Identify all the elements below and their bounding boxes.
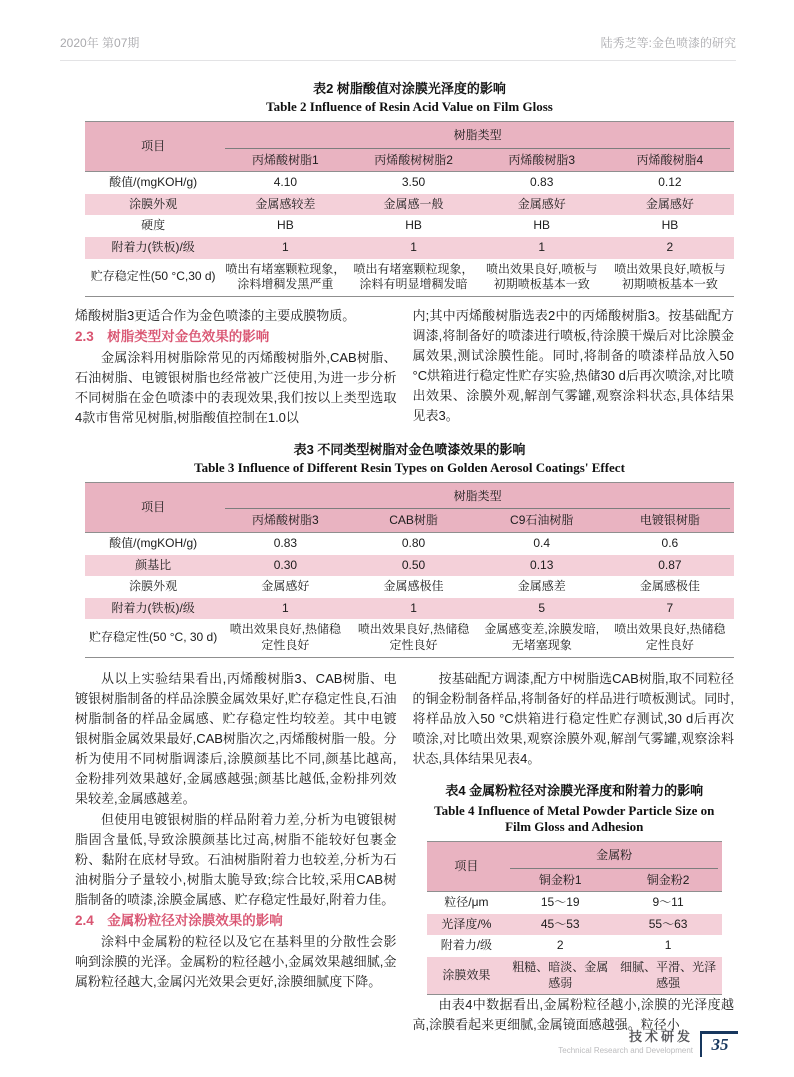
table-row bbox=[85, 259, 734, 297]
left-column bbox=[75, 306, 397, 429]
paragraph: 烯酸树脂3更适合作为金色喷漆的主要成膜物质。 bbox=[75, 307, 356, 323]
table-row bbox=[85, 532, 734, 554]
paragraph: 从以上实验结果看出,丙烯酸树脂3、CAB树脂、电镀银树脂制备的样品涂膜金属效果好,贮存稳定性良,石油树脂制备的样品金属感、贮存稳定性均较差。其中电镀银树脂金属效果最好,CAB树脂次之,丙烯酸树脂一般。分析为使用不同树脂调漆后,涂膜颜基比不同,颜基比越高,金粉排列效果越好,金属感越强;颜基比越低,金粉排列效果较差,金属感越差。 bbox=[75, 670, 397, 806]
column-group-header: 金属粉 bbox=[506, 842, 722, 872]
table2-title-cn: 表2 树脂酸值对涂膜光泽度的影响 bbox=[313, 81, 506, 96]
table-row bbox=[85, 194, 734, 216]
table-cell: 喷出效果良好,热储稳定性良好 bbox=[614, 622, 726, 652]
table-row bbox=[85, 598, 734, 620]
table-row bbox=[85, 576, 734, 598]
table-cell: 1 bbox=[282, 239, 289, 254]
table-row bbox=[427, 935, 723, 957]
row-label: 光泽度/% bbox=[441, 916, 492, 931]
column-header-item: 项目 bbox=[85, 122, 221, 172]
footer-section-en: Technical Research and Development bbox=[558, 1046, 693, 1055]
column-header: 丙烯酸树树脂2 bbox=[349, 152, 477, 172]
paragraph: 按基础配方调漆,配方中树脂选CAB树脂,取不同粒径的铜金粉制备样品,将制备好的样品进行喷板测试。同时,将样品放入50 °C烘箱进行稳定性贮存测试,30 d后再次喷涂,对比喷出效果,观察涂膜外观,解剖气雾罐,观察涂料状态,具体结果见表4。 bbox=[412, 670, 734, 766]
table-cell: 2 bbox=[556, 938, 564, 953]
page-content bbox=[75, 78, 734, 1036]
table-row bbox=[85, 172, 734, 194]
table-cell: 1 bbox=[410, 239, 417, 254]
table-row bbox=[85, 215, 734, 237]
text-section-1 bbox=[75, 306, 734, 429]
table-cell: 喷出效果良好,热储稳定性良好 bbox=[229, 622, 342, 652]
table-cell: 0.87 bbox=[658, 557, 682, 572]
table-cell: 3.50 bbox=[401, 175, 426, 190]
table-cell: 金属感好 bbox=[645, 196, 694, 211]
table-header-row bbox=[85, 482, 734, 512]
section-heading-2-4: 2.4 金属粉粒径对涂膜效果的影响 bbox=[75, 912, 283, 928]
row-label: 贮存稳定性(50 °C,30 d) bbox=[90, 269, 216, 284]
section-heading-2-3: 2.3 树脂类型对金色效果的影响 bbox=[75, 328, 270, 344]
column-header: 丙烯酸树脂1 bbox=[221, 152, 349, 172]
paragraph: 但使用电镀银树脂的样品附着力差,分析为电镀银树脂固含量低,导致涂膜颜基比过高,树脂不能较好包裹金粉、黏附在底材导致。石油树脂附着力也较差,分析为石油树脂分子量较小,树脂太脆导致;综合比较,采用CAB树脂制备的喷漆,涂膜金属感、贮存稳定性最好,附着力佳。 bbox=[75, 811, 397, 907]
table-cell: 粗糙、暗淡、金属感弱 bbox=[512, 959, 609, 990]
table4-title-en: Table 4 Influence of Metal Powder Particle Size on Film Gloss and Adhesion bbox=[434, 802, 715, 834]
table-cell: 喷出有堵塞颗粒现象，涂料增稠发黑严重 bbox=[225, 261, 346, 292]
table3-title-en: Table 3 Influence of Different Resin Types on Golden Aerosol Coatings' Effect bbox=[194, 459, 625, 475]
table2 bbox=[85, 121, 734, 297]
table-row bbox=[427, 892, 723, 914]
table-cell: 0.50 bbox=[401, 557, 426, 572]
row-label: 附着力(铁板)/级 bbox=[111, 239, 195, 254]
row-label: 硬度 bbox=[141, 218, 166, 233]
row-label: 涂膜外观 bbox=[129, 579, 178, 594]
row-label: 颜基比 bbox=[135, 557, 172, 572]
table-cell: 0.12 bbox=[658, 175, 682, 190]
paragraph: 内;其中丙烯酸树脂选表2中的丙烯酸树脂3。按基础配方调漆,将制备好的喷漆进行喷板,待涂膜干燥后对比涂膜金属效果,测试涂膜性能。同时,将制备的喷漆样品放入50 °C烘箱进行稳定性贮存实验,热储30 d后再次喷涂,对比喷出效果、涂膜外观,解剖气雾罐,观察涂料状态,具体结果见表3。 bbox=[412, 307, 734, 423]
row-label: 附着力/级 bbox=[440, 938, 493, 953]
table-row bbox=[85, 555, 734, 577]
table-cell: 金属感极佳 bbox=[383, 579, 444, 594]
column-header: 丙烯酸树脂3 bbox=[221, 512, 349, 532]
table-cell: 0.83 bbox=[273, 535, 298, 550]
table-cell: HB bbox=[533, 218, 551, 233]
table-cell: HB bbox=[277, 218, 294, 233]
table-cell: 5 bbox=[538, 600, 546, 615]
row-label: 附着力(铁板)/级 bbox=[111, 600, 195, 615]
column-header-item: 项目 bbox=[427, 842, 507, 892]
paragraph: 金属涂料用树脂除常见的丙烯酸树脂外,CAB树脂、石油树脂、电镀银树脂也经常被广泛使用,为进一步分析不同树脂在金色喷漆中的表现效果,我们按以上类型选取4款市售常见树脂,树脂酸值控制在1.0以 bbox=[75, 349, 397, 425]
row-label: 涂膜效果 bbox=[442, 967, 491, 982]
table-cell: 2 bbox=[666, 239, 674, 254]
column-header: 铜金粉1 bbox=[506, 872, 614, 892]
right-column bbox=[413, 669, 735, 1037]
table4-title-cn: 表4 金属粉粒径对涂膜光泽度和附着力的影响 bbox=[445, 782, 704, 798]
table4-block bbox=[427, 781, 723, 996]
table2-title-en: Table 2 Influence of Resin Acid Value on Film Gloss bbox=[266, 99, 553, 114]
table-row bbox=[85, 237, 734, 259]
footer-section-cn: 技术研发 bbox=[628, 1029, 693, 1044]
column-header: 丙烯酸树脂3 bbox=[478, 152, 606, 172]
table-cell: 0.13 bbox=[530, 557, 554, 572]
table-row bbox=[85, 619, 734, 657]
table-cell: 0.83 bbox=[530, 175, 554, 190]
table-cell: 喷出效果良好,喷板与初期喷板基本一致 bbox=[486, 261, 598, 292]
table-cell: 金属感极佳 bbox=[639, 579, 700, 594]
row-label: 粒径/μm bbox=[444, 895, 489, 910]
table-cell: 4.10 bbox=[273, 175, 298, 190]
page-number: 35 bbox=[700, 1031, 738, 1057]
table-cell: 0.4 bbox=[533, 535, 551, 550]
column-header: 铜金粉2 bbox=[614, 872, 722, 892]
table3-block bbox=[85, 439, 734, 658]
row-label: 酸值/(mgKOH/g) bbox=[109, 175, 198, 190]
table-cell: 喷出效果良好,热储稳定性良好 bbox=[357, 622, 470, 652]
table-cell: HB bbox=[661, 218, 679, 233]
table-cell: 金属感较差 bbox=[255, 196, 316, 211]
table-cell: 9～11 bbox=[652, 895, 684, 910]
row-label: 酸值/(mgKOH/g) bbox=[109, 535, 198, 550]
table-cell: 55～63 bbox=[648, 916, 688, 931]
table-cell: 金属感变差,涂膜发暗,无堵塞现象 bbox=[484, 622, 600, 652]
column-header: CAB树脂 bbox=[349, 512, 477, 532]
table-cell: 0.6 bbox=[661, 535, 679, 550]
table-cell: 1 bbox=[410, 600, 417, 615]
header-issue: 2020年 第07期 bbox=[60, 36, 140, 50]
table-cell: 0.80 bbox=[401, 535, 426, 550]
table-cell: 1 bbox=[664, 938, 672, 953]
table-cell: 15～19 bbox=[540, 895, 580, 910]
table-cell: 喷出效果良好,喷板与初期喷板基本一致 bbox=[614, 261, 726, 292]
row-label: 贮存稳定性(50 °C, 30 d) bbox=[89, 630, 218, 645]
column-header-item: 项目 bbox=[85, 482, 221, 532]
paragraph: 由表4中数据看出,金属粉粒径越小,涂膜的光泽度越高,涂膜看起来更细腻,金属镜面感越强。粒径小 bbox=[412, 997, 734, 1033]
row-label: 涂膜外观 bbox=[129, 196, 178, 211]
column-header: 电镀银树脂 bbox=[606, 512, 734, 532]
table-cell: 1 bbox=[538, 239, 546, 254]
paragraph: 涂料中金属粉的粒径以及它在基料里的分散性会影响到涂膜的光泽。金属粉的粒径越小,金属效果越细腻,金属粉粒径越大,金属闪光效果会更好,涂膜细腻度下降。 bbox=[75, 933, 397, 989]
running-footer bbox=[558, 1026, 738, 1057]
column-group-header: 树脂类型 bbox=[221, 122, 734, 152]
table-cell: 0.30 bbox=[273, 557, 298, 572]
text-section-2 bbox=[75, 669, 734, 1037]
table4 bbox=[427, 841, 723, 995]
table-header-row bbox=[427, 842, 723, 872]
table-cell: 金属感好 bbox=[261, 579, 310, 594]
running-header bbox=[60, 34, 736, 61]
table-row bbox=[427, 914, 723, 936]
column-header: C9石油树脂 bbox=[478, 512, 606, 532]
right-column bbox=[413, 306, 735, 429]
table3-title-cn: 表3 不同类型树脂对金色喷漆效果的影响 bbox=[293, 441, 526, 457]
table-cell: 喷出有堵塞颗粒现象，涂料有明显增稠发暗 bbox=[353, 261, 474, 292]
header-article-title: 陆秀芝等:金色喷漆的研究 bbox=[600, 36, 736, 50]
table-cell: 金属感一般 bbox=[383, 196, 444, 211]
table-cell: 7 bbox=[666, 600, 674, 615]
table-cell: 金属感差 bbox=[517, 579, 566, 594]
table3 bbox=[85, 482, 734, 658]
table-header-row bbox=[85, 122, 734, 152]
table-cell: HB bbox=[405, 218, 422, 233]
column-header: 丙烯酸树脂4 bbox=[606, 152, 734, 172]
left-column bbox=[75, 669, 397, 1037]
column-group-header: 树脂类型 bbox=[221, 482, 734, 512]
footer-section bbox=[558, 1026, 693, 1057]
table-cell: 金属感好 bbox=[517, 196, 566, 211]
table-cell: 1 bbox=[282, 600, 289, 615]
table-cell: 细腻、平滑、光泽感强 bbox=[620, 959, 717, 990]
table2-block bbox=[85, 78, 734, 297]
table-row bbox=[427, 957, 723, 995]
table-cell: 45～53 bbox=[540, 916, 580, 931]
